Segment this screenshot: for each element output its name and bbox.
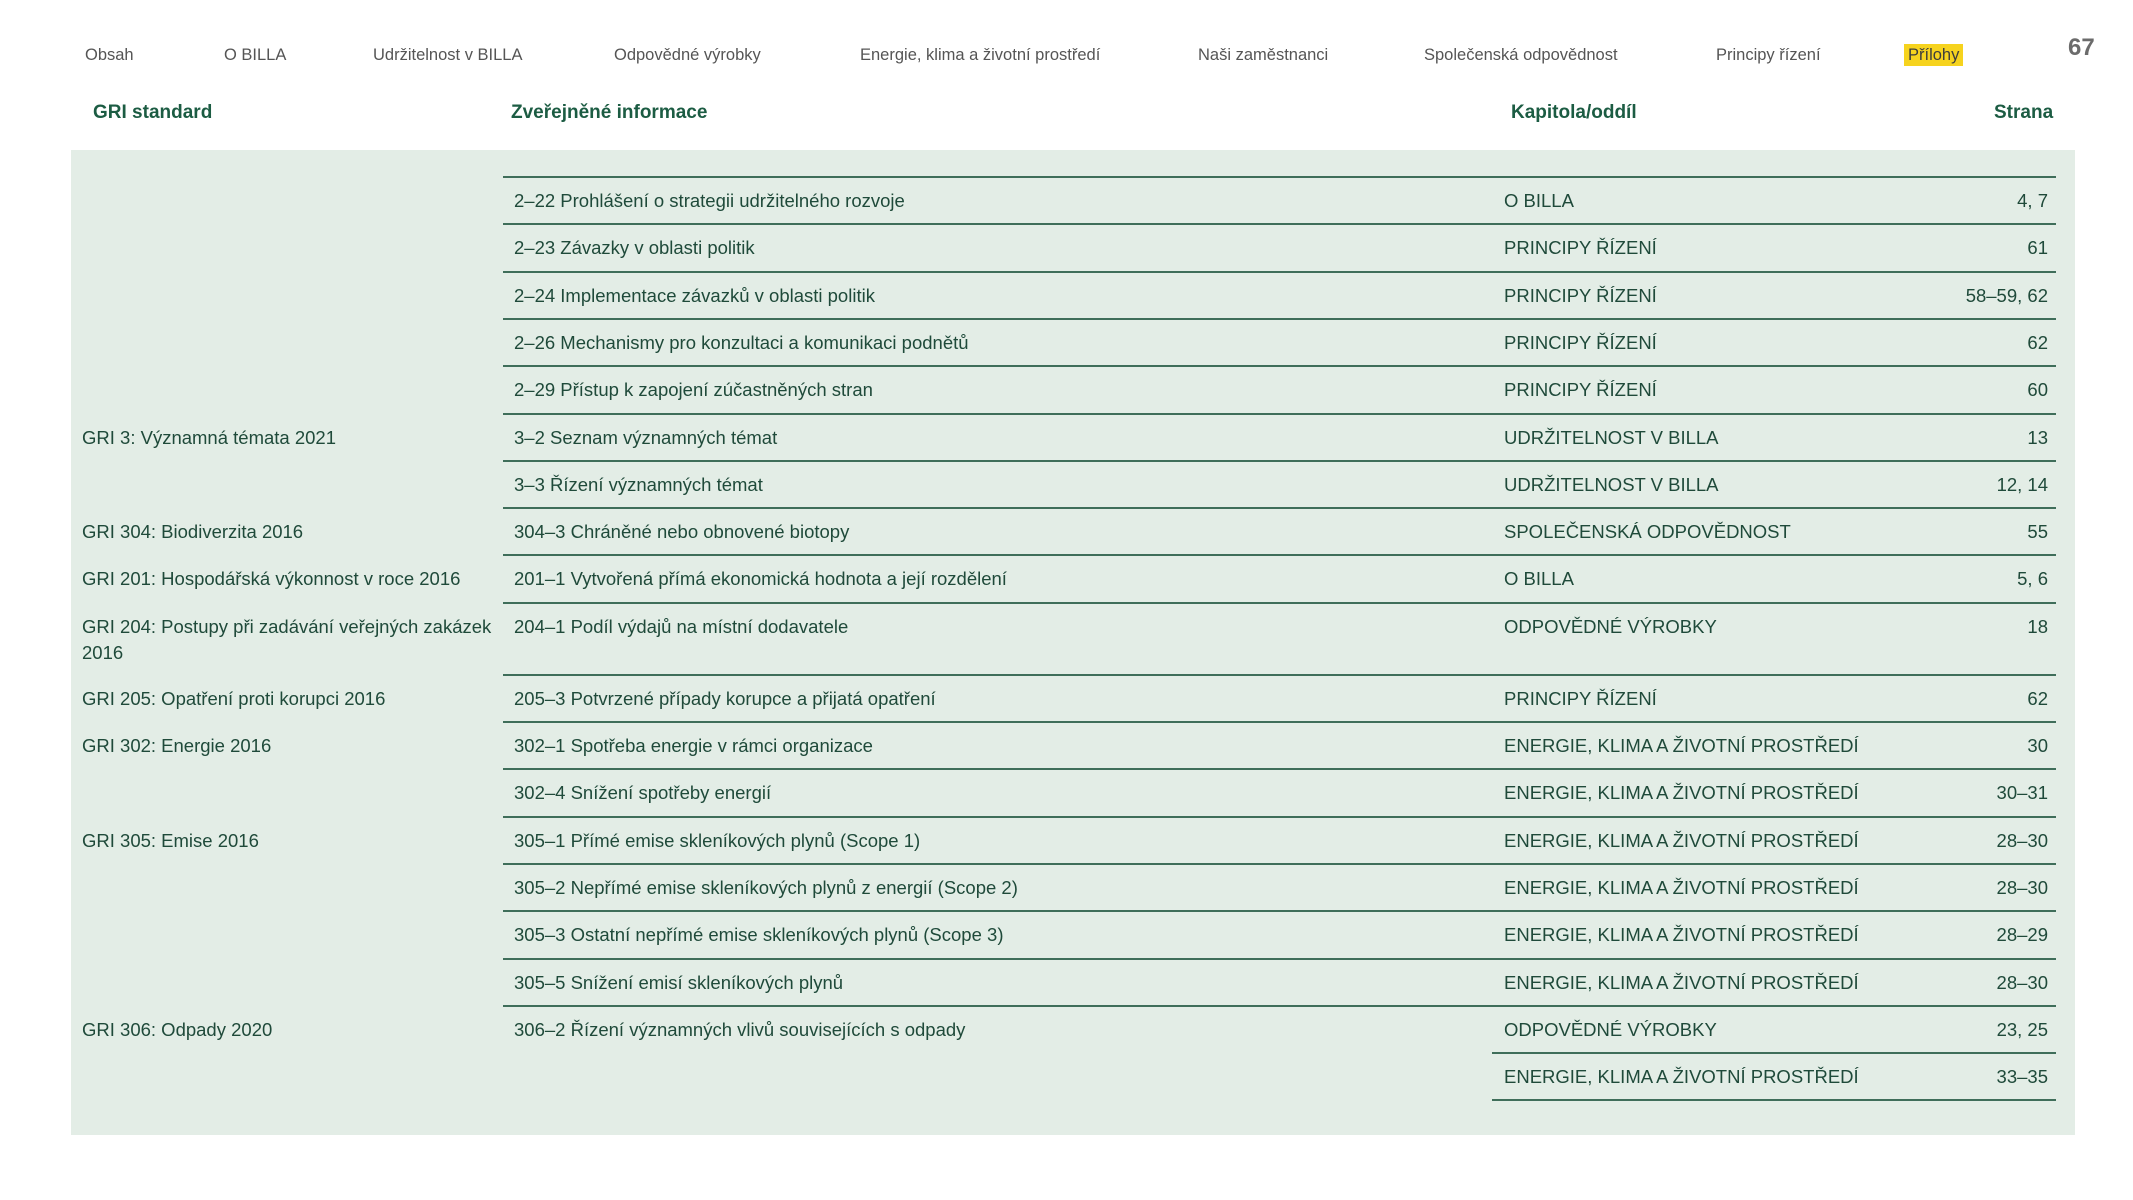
row-page: 28–30 <box>1996 829 2048 851</box>
row-gri-standard: GRI 305: Emise 2016 <box>82 829 259 851</box>
row-chapter: ENERGIE, KLIMA A ŽIVOTNÍ PROSTŘEDÍ <box>1504 924 1859 946</box>
row-divider <box>503 1005 2056 1007</box>
row-disclosure: 302–1 Spotřeba energie v rámci organizace <box>514 735 873 756</box>
header-disclosure: Zveřejněné informace <box>511 102 708 123</box>
row-gri-standard: GRI 304: Biodiverzita 2016 <box>82 521 304 543</box>
row-gri-standard: GRI 205: Opatření proti korupci 2016 <box>82 687 386 709</box>
row-gri-standard: GRI 201: Hospodářská výkonnost v roce 2016 <box>82 568 461 590</box>
row-page: 5, 6 <box>2017 568 2048 590</box>
row-gri-standard: GRI 3: Významná témata 2021 <box>82 426 336 448</box>
row-page: 28–30 <box>1996 876 2048 898</box>
row-gri-standard: GRI 204: Postupy při zadávání veřejných zakázek 2016 <box>82 615 492 663</box>
row-gri-standard: GRI 302: Energie 2016 <box>82 735 272 756</box>
row-disclosure: 304–3 Chráněné nebo obnovené biotopy <box>514 521 850 543</box>
row-page: 13 <box>2027 426 2048 448</box>
row-divider <box>503 318 2056 320</box>
row-page: 58–59, 62 <box>1965 284 2048 306</box>
nav-energie[interactable]: Energie, klima a životní prostředí <box>860 46 1101 64</box>
nav-prilohy[interactable]: Přílohy <box>1904 44 1963 66</box>
row-page: 18 <box>2027 615 2048 637</box>
row-chapter: SPOLEČENSKÁ ODPOVĚDNOST <box>1504 521 1791 543</box>
row-page: 62 <box>2027 687 2048 709</box>
row-chapter: ODPOVĚDNÉ VÝROBKY <box>1504 615 1717 637</box>
row-disclosure: 3–3 Řízení významných témat <box>514 473 763 495</box>
row-disclosure: 305–2 Nepřímé emise skleníkových plynů z energií (Scope 2) <box>514 876 1018 898</box>
row-divider <box>503 768 2056 770</box>
row-chapter: ENERGIE, KLIMA A ŽIVOTNÍ PROSTŘEDÍ <box>1504 829 1859 851</box>
row-page: 23, 25 <box>1996 1018 2048 1040</box>
header-page: Strana <box>1994 102 2054 123</box>
page-number: 67 <box>2068 34 2095 61</box>
row-page: 33–35 <box>1996 1066 2048 1088</box>
row-page: 4, 7 <box>2017 190 2048 211</box>
row-chapter: PRINCIPY ŘÍZENÍ <box>1504 379 1657 401</box>
row-chapter: PRINCIPY ŘÍZENÍ <box>1504 237 1657 259</box>
row-disclosure: 306–2 Řízení významných vlivů souvisejících s odpady <box>514 1018 966 1040</box>
nav-nasi-zamestnanci[interactable]: Naši zaměstnanci <box>1198 46 1329 64</box>
nav-principy-rizeni[interactable]: Principy řízení <box>1716 46 1821 64</box>
row-disclosure: 305–5 Snížení emisí skleníkových plynů <box>514 971 844 993</box>
row-chapter: PRINCIPY ŘÍZENÍ <box>1504 687 1657 709</box>
row-chapter: ODPOVĚDNÉ VÝROBKY <box>1504 1018 1717 1040</box>
row-divider <box>503 816 2056 818</box>
row-divider <box>503 460 2056 462</box>
row-divider <box>503 863 2056 865</box>
row-page: 61 <box>2027 237 2048 259</box>
row-chapter: ENERGIE, KLIMA A ŽIVOTNÍ PROSTŘEDÍ <box>1504 735 1859 756</box>
row-chapter: PRINCIPY ŘÍZENÍ <box>1504 284 1657 306</box>
row-chapter: ENERGIE, KLIMA A ŽIVOTNÍ PROSTŘEDÍ <box>1504 971 1859 993</box>
row-divider <box>503 271 2056 273</box>
nav-spolecenska-odpovednost[interactable]: Společenská odpovědnost <box>1424 46 1618 64</box>
row-page: 30 <box>2027 735 2048 756</box>
nav-udrzitelnost[interactable]: Udržitelnost v BILLA <box>373 46 523 64</box>
row-divider <box>503 721 2056 723</box>
header-chapter: Kapitola/oddíl <box>1511 102 1637 123</box>
row-chapter: O BILLA <box>1504 568 1574 590</box>
row-divider <box>503 365 2056 367</box>
row-disclosure: 2–29 Přístup k zapojení zúčastněných stran <box>514 379 873 401</box>
row-gri-standard: GRI 306: Odpady 2020 <box>82 1018 273 1040</box>
row-disclosure: 2–26 Mechanismy pro konzultaci a komunikaci podnětů <box>514 331 969 353</box>
row-disclosure: 302–4 Snížení spotřeby energií <box>514 782 772 804</box>
top-navigation <box>0 44 2133 68</box>
row-chapter: O BILLA <box>1504 190 1574 211</box>
row-chapter: PRINCIPY ŘÍZENÍ <box>1504 331 1657 353</box>
row-page: 62 <box>2027 331 2048 353</box>
row-divider <box>503 176 2056 178</box>
nav-odpovedne-vyrobky[interactable]: Odpovědné výrobky <box>614 46 761 64</box>
row-disclosure: 2–23 Závazky v oblasti politik <box>514 237 755 259</box>
row-divider <box>503 674 2056 676</box>
row-disclosure: 204–1 Podíl výdajů na místní dodavatele <box>514 615 849 637</box>
row-disclosure: 2–24 Implementace závazků v oblasti politik <box>514 284 875 306</box>
row-disclosure: 2–22 Prohlášení o strategii udržitelného rozvoje <box>514 190 905 211</box>
row-divider <box>1492 1052 2056 1054</box>
row-divider <box>503 507 2056 509</box>
row-page: 28–30 <box>1996 971 2048 993</box>
nav-obsah[interactable]: Obsah <box>85 46 134 64</box>
row-chapter: ENERGIE, KLIMA A ŽIVOTNÍ PROSTŘEDÍ <box>1504 876 1859 898</box>
row-page: 60 <box>2027 379 2048 401</box>
row-chapter: ENERGIE, KLIMA A ŽIVOTNÍ PROSTŘEDÍ <box>1504 782 1859 804</box>
row-page: 55 <box>2027 521 2048 543</box>
row-divider <box>503 223 2056 225</box>
row-chapter: ENERGIE, KLIMA A ŽIVOTNÍ PROSTŘEDÍ <box>1504 1066 1859 1088</box>
row-disclosure: 201–1 Vytvořená přímá ekonomická hodnota a její rozdělení <box>514 568 1007 590</box>
row-divider <box>503 910 2056 912</box>
row-page: 28–29 <box>1996 924 2048 946</box>
row-divider <box>503 602 2056 604</box>
nav-o-billa[interactable]: O BILLA <box>224 46 287 64</box>
row-disclosure: 205–3 Potvrzené případy korupce a přijatá opatření <box>514 687 936 709</box>
row-chapter: UDRŽITELNOST V BILLA <box>1504 426 1719 448</box>
row-disclosure: 305–3 Ostatní nepřímé emise skleníkových plynů (Scope 3) <box>514 924 1004 946</box>
row-divider <box>503 958 2056 960</box>
row-divider <box>1492 1099 2056 1101</box>
row-disclosure: 3–2 Seznam významných témat <box>514 426 778 448</box>
row-chapter: UDRŽITELNOST V BILLA <box>1504 473 1719 495</box>
row-page: 30–31 <box>1996 782 2048 804</box>
header-gri-standard: GRI standard <box>93 102 213 123</box>
row-page: 12, 14 <box>1996 473 2048 495</box>
row-divider <box>503 413 2056 415</box>
row-divider <box>503 554 2056 556</box>
row-disclosure: 305–1 Přímé emise skleníkových plynů (Scope 1) <box>514 829 921 851</box>
